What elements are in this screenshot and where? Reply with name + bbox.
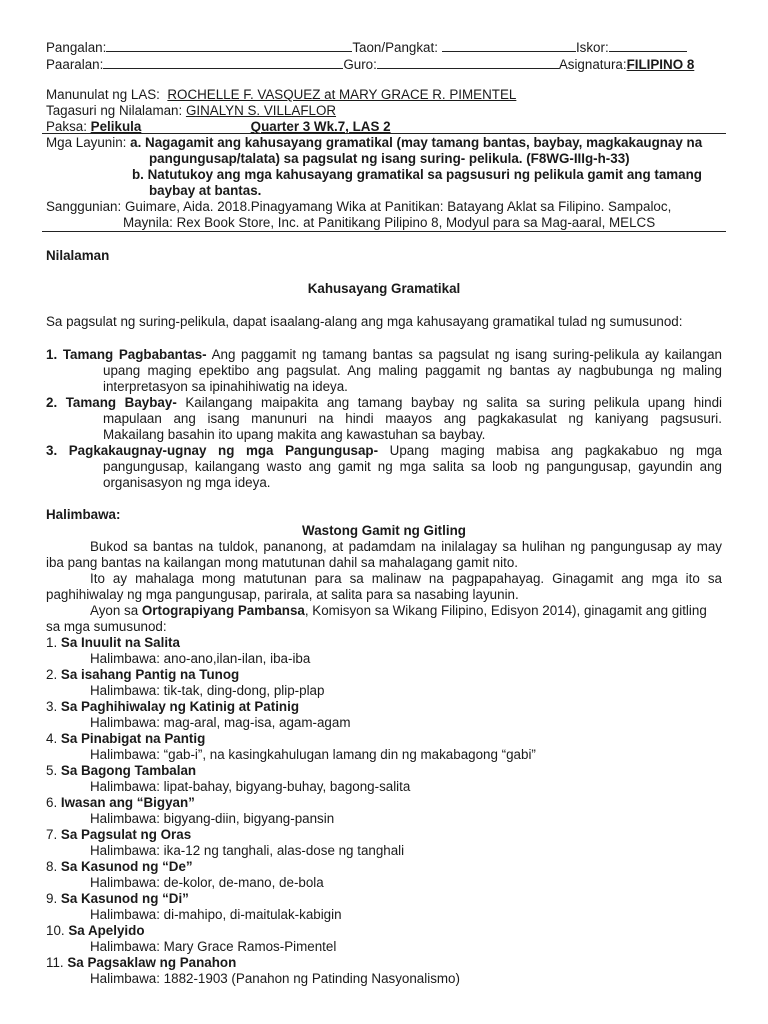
rule-5-example: Halimbawa: lipat-bahay, bigyang-buhay, bagong-salita [90,779,411,794]
rule-title-text: Iwasan ang “Bigyan” [60,795,195,810]
rule-number: 8. [46,859,58,874]
item3-text-1: Upang maging mabisa ang pagkakabuo ng mga [389,443,722,458]
intro-paragraph: Sa pagsulat ng suring-pelikula, dapat isaalang-alang ang mga kahusayang gramatikal tulad ng sumusunod: [46,314,683,329]
rule-6-title [46,794,195,811]
rule-number: 2. [46,667,58,682]
item1-text-3: interpretasyon sa ipinahihiwatig na ideya. [103,379,348,394]
rule-3-example: Halimbawa: mag-aral, mag-isa, agam-agam [90,715,351,730]
item3-title: 3. Pagkakaugnay-ugnay ng mga Pangungusap- [46,443,379,458]
rule-title-text: Sa Bagong Tambalan [60,763,197,778]
taon-blank[interactable] [442,38,576,52]
rule-number: 10. [46,923,65,938]
layunin-a-cont: pangungusap/talata) sa pagsulat ng isang suring- pelikula. (F8WG-IIIg-h-33) [149,151,630,166]
layunin-b: b. Natutukoy ang mga kahusayang gramatikal sa pagsusuri ng pelikula gamit ang tamang [132,167,702,182]
paragraph-2-line-1: Ito ay mahalaga mong matutunan para sa malinaw na pagpapahayag. Ginagamit ang mga ito sa [90,571,722,586]
manunulat-value: ROCHELLE F. VASQUEZ at MARY GRACE R. PIMENTEL [167,87,517,102]
layunin-label: Mga Layunin: [46,135,127,150]
rule-title-text: Sa Inuulit na Salita [60,635,180,650]
item1-title: 1. Tamang Pagbabantas- [46,347,207,362]
item1-text-1: Ang paggamit ng tamang bantas sa pagsulat ng isang suring-pelikula ay kailangan [211,347,722,362]
sanggunian-label: Sanggunian: [46,199,122,214]
rule-8-example: Halimbawa: de-kolor, de-mano, de-bola [90,875,324,890]
divider-line-2 [42,231,726,232]
item2-title: 2. Tamang Baybay- [46,395,177,410]
nilalaman-heading: Nilalaman [46,248,110,263]
rule-10-example: Halimbawa: Mary Grace Ramos-Pimentel [90,939,337,954]
rule-8-title [46,858,193,875]
paaralan-blank[interactable] [103,55,343,69]
layunin-b-cont: baybay at bantas. [149,183,262,198]
manunulat-label: Manunulat ng LAS: [46,87,160,102]
rule-number: 1. [46,635,58,650]
iskor-label: Iskor: [575,40,609,55]
item3-line-1 [46,442,722,459]
paragraph-1-line-2: iba pang bantas na kailangan mong matutunan dahil sa mahalagang gamit nito. [46,555,518,570]
rule-9-title [46,890,189,907]
item2-text-1: Kailangang maipakita ang tamang baybay ng salita sa suring pelikula upang hindi [185,395,722,410]
rule-title-text: Sa Kasunod ng “De” [60,859,193,874]
rule-3-title [46,698,299,715]
rule-title-text: Sa Pinabigat na Pantig [60,731,206,746]
tagasuri-label: Tagasuri ng Nilalaman: [46,103,183,118]
rule-4-example: Halimbawa: “gab-i”, na kasingkahulugan lamang din ng makabagong “gabi” [90,747,536,762]
rule-1-example: Halimbawa: ano-ano,ilan-ilan, iba-iba [90,651,311,666]
rule-title-text: Sa Pagsaklaw ng Panahon [67,955,237,970]
rule-4-title [46,730,205,747]
item2-line-1 [46,394,722,411]
paksa-label: Paksa: [46,119,87,134]
rule-2-title [46,666,239,683]
pangalan-label: Pangalan: [46,40,107,55]
rule-9-example: Halimbawa: di-mahipo, di-maitulak-kabigin [90,907,342,922]
halimbawa-subtitle: Wastong Gamit ng Gitling [302,523,466,538]
item2-text-3: Makailang basahin ito upang makita ang kawastuhan sa baybay. [103,427,486,442]
iskor-blank[interactable] [609,38,687,52]
manunulat-line [46,86,516,103]
rule-title-text: Sa Kasunod ng “Di” [60,891,189,906]
rule-7-example: Halimbawa: ika-12 ng tanghali, alas-dose ng tanghali [90,843,405,858]
paragraph-3-post: , Komisyon sa Wikang Filipino, Edisyon 2014), ginagamit ang gitling [304,603,707,618]
ortograpiya-bold: Ortograpiyang Pambansa [141,603,305,618]
rule-title-text: Sa Pagsulat ng Oras [60,827,192,842]
rule-number: 3. [46,699,58,714]
rule-2-example: Halimbawa: tik-tak, ding-dong, plip-plap [90,683,325,698]
item3-text-2: pangungusap, kailangang wasto ang gamit ng mga salita sa loob ng pangungusap, gayundin ang [103,459,722,474]
sanggunian-line-1 [46,198,671,215]
rule-6-example: Halimbawa: bigyang-diin, bigyang-pansin [90,811,335,826]
paksa-value: Pelikula [90,119,142,134]
rule-title-text: Sa Paghihiwalay ng Katinig at Patinig [60,699,300,714]
header-row-2 [46,55,694,73]
item2-text-2: mapulaan ang isang manunuri na hindi maayos ang pagkakasulat ng kaniyang pagsusuri. [103,411,722,426]
rule-number: 6. [46,795,58,810]
layunin-line-1 [46,134,702,151]
guro-blank[interactable] [377,55,559,69]
paragraph-3-line-1 [90,602,707,619]
rule-7-title [46,826,191,843]
paragraph-1-line-1: Bukod sa bantas na tuldok, pananong, at padamdam na inilalagay sa hulihan ng pangungusap ay may [90,539,722,554]
rule-5-title [46,762,196,779]
paaralan-label: Paaralan: [46,57,104,72]
taon-label: Taon/Pangkat: [352,40,438,55]
sanggunian-text-2: Maynila: Rex Book Store, Inc. at Panitikang Pilipino 8, Modyul para sa Mag-aaral, MELCS [123,215,656,230]
header-row-1 [46,38,687,56]
tagasuri-value: GINALYN S. VILLAFLOR [185,103,337,118]
rule-1-title [46,634,180,651]
layunin-a: a. Nagagamit ang kahusayang gramatikal (may tamang bantas, baybay, magkakaugnay na [130,135,703,150]
rule-number: 7. [46,827,58,842]
paragraph-3-line-2: sa mga sumusunod: [46,619,167,634]
pangalan-blank[interactable] [106,38,352,52]
rule-number: 4. [46,731,58,746]
paragraph-2-line-2: paghihiwalay ng mga pangungusap, parirala, at salita para sa nasabing layunin. [46,587,519,602]
rule-10-title [46,922,145,939]
item1-line-1 [46,346,722,363]
tagasuri-line [46,102,336,119]
halimbawa-heading: Halimbawa: [46,507,121,522]
rule-number: 9. [46,891,58,906]
quarter-value: Quarter 3 Wk.7, LAS 2 [250,119,391,134]
guro-label: Guro: [343,57,377,72]
rule-title-text: Sa Apelyido [68,923,145,938]
asignatura-value: FILIPINO 8 [626,57,695,72]
rule-11-title [46,954,236,971]
sanggunian-text-1: Guimare, Aida. 2018.Pinagyamang Wika at Panitikan: Batayang Aklat sa Filipino. Sampaloc, [124,199,672,214]
rule-number: 11. [46,955,64,970]
rule-11-example: Halimbawa: 1882-1903 (Panahon ng Patinding Nasyonalismo) [90,971,460,986]
paragraph-3-pre: Ayon sa [90,603,142,618]
rule-number: 5. [46,763,58,778]
item1-text-2: upang maging epektibo ang pagsulat. Ang maling paggamit ng bantas ay nagbubunga ng maling [103,363,722,378]
item3-text-3: organisasyon ng mga ideya. [103,475,271,490]
asignatura-label: Asignatura: [558,57,627,72]
section-title: Kahusayang Gramatikal [307,281,461,296]
rule-title-text: Sa isahang Pantig na Tunog [60,667,240,682]
